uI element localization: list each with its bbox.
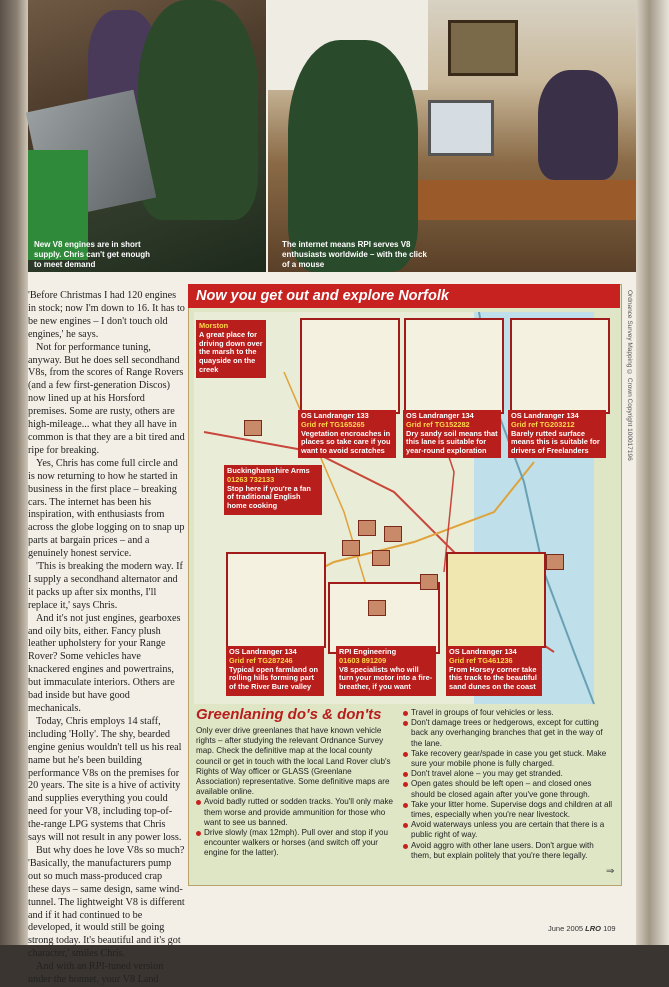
label-heading: OS Landranger 134: [449, 647, 517, 656]
greenlaning-right-list: [403, 708, 615, 861]
list-item: Don't damage trees or hedgerows, except for cutting back any overhanging branches that get in the way of the lane.: [403, 718, 615, 749]
map-inset-os134b: [510, 318, 610, 414]
paragraph: But why does he love V8s so much? 'Basically, the manufacturers pump out so much mass-produced crap these days – same design, same wind-tunnel. The lightweight V8 is different and if it had continued to be developed, it would still be going strong today. It's beautiful and it's got character,' smiles Chris.: [28, 844, 185, 960]
photo-office: [268, 0, 636, 272]
map-inset-os134c: [226, 552, 326, 648]
label-heading: OS Landranger 134: [511, 411, 579, 420]
label-os134d: [446, 646, 542, 696]
list-item: Avoid waterways unless you are certain that there is a public right of way.: [403, 820, 615, 840]
computer-monitor: [428, 100, 494, 156]
photo-engine-workshop: [28, 0, 266, 272]
label-heading: OS Landranger 133: [301, 411, 369, 420]
greenlaning-title: Greenlaning do's & don'ts: [196, 706, 382, 723]
location-marker: [420, 574, 438, 590]
location-marker: [546, 554, 564, 570]
label-buckinghamshire-arms: [224, 465, 322, 515]
label-gridref: Grid ref TG461236: [449, 655, 513, 665]
footer-magazine: LRO: [585, 924, 601, 933]
label-text: V8 specialists who will turn your motor into a fire-breather, if you want: [339, 664, 433, 692]
page-footer: [548, 924, 616, 933]
article-column: [28, 290, 185, 987]
label-text: Typical open farmland on rolling hills forming part of the River Bure valley: [229, 664, 318, 692]
photo-caption-left: New V8 engines are in short supply. Chris can't get enough to meet demand: [34, 240, 150, 269]
map-inset-os133: [300, 318, 400, 414]
page-gutter: [0, 0, 28, 945]
label-rpi-engineering: [336, 646, 436, 696]
map-inset-os134d: [446, 552, 546, 648]
list-item: Take recovery gear/spade in case you get stuck. Make sure your mobile phone is fully charged.: [403, 749, 615, 769]
list-item: Avoid aggro with other lane users. Don't argue with them, but explain politely that you're there legally.: [403, 841, 615, 861]
label-gridref: Grid ref TG203212: [511, 419, 575, 429]
man-glasses-figure: [538, 70, 618, 180]
location-marker: [384, 526, 402, 542]
label-phone: 01263 732133: [227, 474, 275, 484]
paragraph: Yes, Chris has come full circle and is now returning to how he started in business in the first place – breaking cars. The internet has been his inspiration, with enthusiasts from across the globe logging on to snap up parts at bargain prices – and a genuinely honest service.: [28, 457, 185, 560]
paragraph: Not for performance tuning, anyway. But he does sell secondhand V8s, from the scores of Range Rovers (and a few first-generation Discos) now lined up at his Horsford premises. Some are rusty, others are high-mileage... what they all have in common is that they are a bit tired and ripe for breaking.: [28, 341, 185, 456]
label-text: A great place for driving down over the marsh to the quayside on the creek: [199, 329, 263, 374]
map-copyright: Ordnance Survey Mapping © Crown Copyright 100017196: [626, 290, 633, 461]
footer-page-number: 109: [603, 924, 616, 933]
label-heading: OS Landranger 134: [229, 647, 297, 656]
list-item: Drive slowly (max 12mph). Pull over and stop if you encounter walkers or horses (and switch off your engine for the latter).: [196, 828, 396, 859]
desk: [398, 180, 636, 220]
label-gridref: Grid ref TG152282: [406, 419, 470, 429]
location-marker: [368, 600, 386, 616]
label-text: Barely rutted surface means this is suitable for drivers of Freelanders: [511, 428, 600, 456]
label-text: Stop here if you're a fan of traditional English home cooking: [227, 483, 311, 511]
location-marker: [342, 540, 360, 556]
label-gridref: Grid ref TG287246: [229, 655, 293, 665]
continue-arrow-icon: ⇒: [606, 866, 615, 877]
man-green-jacket-figure: [138, 0, 258, 220]
greenlaning-intro: Only ever drive greenlanes that have known vehicle rights – after studying the relevant Ordnance Survey map. Check the definitive map at the local county council or get in touch with the local Land Rover club's Rights of Way officer or GLASS (Greenlane Association) representative. Some definitive maps are available online.: [196, 726, 391, 797]
label-gridref: Grid ref TG165265: [301, 419, 365, 429]
label-phone: 01603 891209: [339, 655, 387, 665]
label-os134a: [403, 410, 501, 458]
list-item: Open gates should be left open – and closed ones should be closed again after you've gone through.: [403, 779, 615, 799]
label-os133: [298, 410, 396, 458]
label-heading: RPI Engineering: [339, 647, 397, 656]
framed-picture: [448, 20, 518, 76]
list-item: Don't travel alone – you may get stranded.: [403, 769, 615, 779]
location-marker: [372, 550, 390, 566]
label-os134c: [226, 646, 324, 696]
list-item: Avoid badly rutted or sodden tracks. You'll only make them worse and provide ammunition for those who want to see us banned.: [196, 797, 396, 828]
feature-box-title: Now you get out and explore Norfolk: [188, 284, 620, 308]
paragraph: 'This is breaking the modern way. If I supply a secondhand alternator and it packs up after six months, I'll replace it,' says Chris.: [28, 561, 183, 611]
greenlaning-left-list: [196, 797, 396, 858]
greenlaning-right-column: [403, 708, 615, 861]
greenlaning-left-column: [196, 726, 396, 859]
location-marker: [244, 420, 262, 436]
map-inset-rpi: [328, 582, 440, 654]
list-item: Take your litter home. Supervise dogs and children at all times, especially when you're near livestock.: [403, 800, 615, 820]
label-heading: Buckinghamshire Arms: [227, 466, 310, 475]
label-text: Dry sandy soil means that this lane is suitable for year-round exploration: [406, 428, 498, 456]
label-heading: Morston: [199, 321, 229, 330]
label-text: Vegetation encroaches in places so take care if you want to avoid scratches: [301, 428, 391, 456]
label-heading: OS Landranger 134: [406, 411, 474, 420]
footer-issue: June 2005: [548, 924, 584, 933]
paragraph: And with an RPI-tuned version under the bonnet, your V8 Land: [28, 961, 164, 986]
man-green-fleece-figure: [288, 40, 418, 272]
paragraph: Today, Chris employs 14 staff, including 'Holly'. The shy, bearded engine genius wouldn't tell us his real name but he's been building performance V8s on the premises for 20 years. The site is a hive of activity and supplies everything you could need for your V8, including top-of-the-range LPG systems that Chris says will not result in any power loss.: [28, 715, 182, 844]
label-text: From Horsey corner take this track to the beautiful sand dunes on the coast: [449, 664, 537, 692]
paragraph: 'Before Christmas I had 120 engines in stock; now I'm down to 16. It has to be new engines – I don't touch old engines,' he says.: [28, 290, 185, 340]
label-morston: [196, 320, 266, 378]
page-edge: [636, 0, 669, 945]
map-inset-os134a: [404, 318, 504, 414]
paragraph: And it's not just engines, gearboxes and oily bits, either. Fancy plush leather upholstery for your Range Rover? Some vehicles have knackered engines and powertrains, but immaculate interiors. Others are bad inside but have good mechanicals.: [28, 612, 181, 714]
magazine-page: [28, 0, 636, 986]
label-os134b: [508, 410, 606, 458]
photo-caption-right: The internet means RPI serves V8 enthusiasts worldwide – with the click of a mouse: [282, 240, 427, 269]
location-marker: [358, 520, 376, 536]
list-item: Travel in groups of four vehicles or less.: [403, 708, 615, 718]
